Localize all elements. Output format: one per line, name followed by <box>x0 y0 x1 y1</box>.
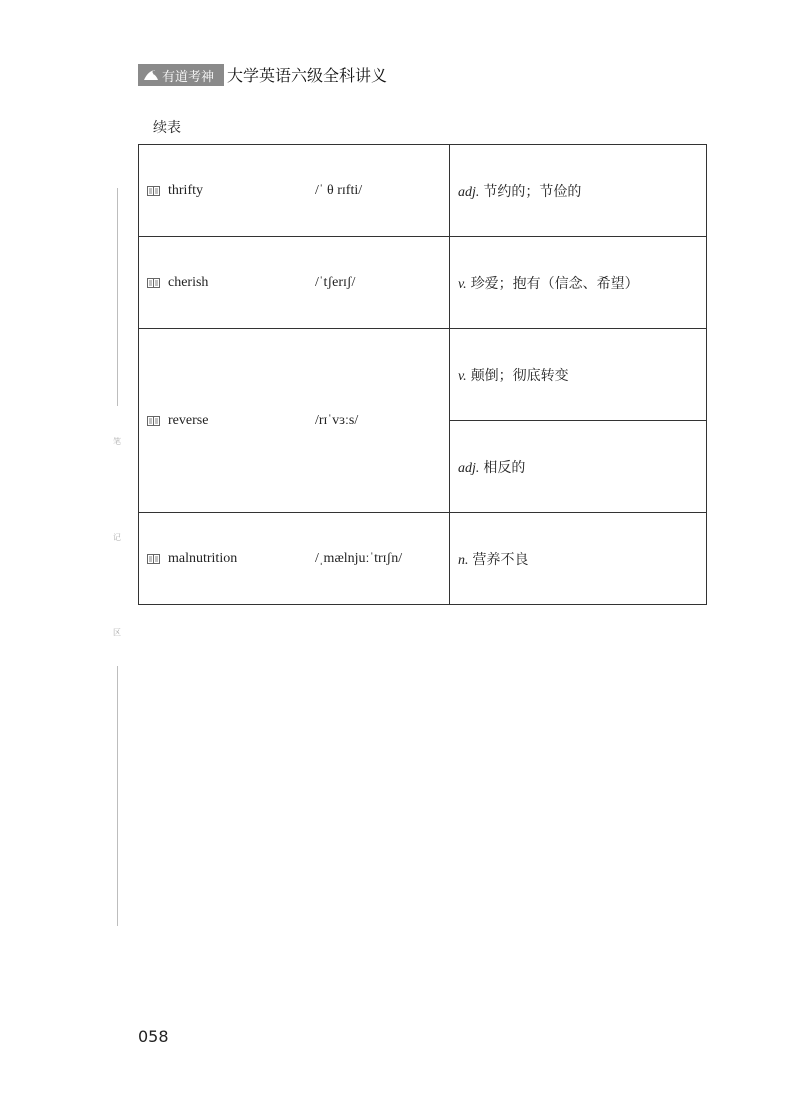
table-row <box>139 237 707 329</box>
part-of-speech: adj. <box>458 460 480 476</box>
phonetic: /ˌmælnjuːˈtrɪʃn/ <box>315 550 403 566</box>
part-of-speech: v. <box>458 276 467 292</box>
meaning-cell <box>450 145 707 237</box>
table-row <box>139 145 707 237</box>
book-icon <box>147 554 160 564</box>
word: cherish <box>168 274 209 290</box>
book-icon <box>147 186 160 196</box>
margin-char: 笔 <box>113 437 121 446</box>
meaning-cell <box>450 513 707 605</box>
part-of-speech: v. <box>458 368 467 384</box>
phonetic: /rɪˈvɜːs/ <box>315 412 359 428</box>
definition: 营养不良 <box>472 551 529 568</box>
definition: 颠倒；彻底转变 <box>470 367 569 384</box>
word-cell <box>139 237 450 329</box>
word-cell <box>139 513 450 605</box>
brand-name: 有道考神 <box>162 69 215 85</box>
word-cell <box>139 329 450 513</box>
word: reverse <box>168 412 209 428</box>
part-of-speech: adj. <box>458 184 480 200</box>
definition: 节约的；节俭的 <box>483 183 582 200</box>
book-icon <box>147 416 160 426</box>
part-of-speech: n. <box>458 552 469 568</box>
brand-badge <box>138 64 224 86</box>
book-icon <box>147 278 160 288</box>
vocabulary-table <box>138 144 707 605</box>
margin-line-top <box>117 188 118 406</box>
margin-line-bottom <box>117 666 118 926</box>
definition: 相反的 <box>483 459 526 476</box>
continued-label: 续表 <box>153 120 181 136</box>
word-cell <box>139 145 450 237</box>
definition: 珍爱；抱有（信念、希望） <box>470 275 639 292</box>
book-title: 大学英语六级全科讲义 <box>227 66 388 85</box>
phonetic: /ˈtʃerɪʃ/ <box>315 274 356 290</box>
margin-char: 记 <box>113 533 121 542</box>
word: thrifty <box>168 182 203 198</box>
margin-char: 区 <box>113 628 121 637</box>
table-row <box>139 329 707 421</box>
meaning-cell <box>450 329 707 421</box>
meaning-cell <box>450 421 707 513</box>
meaning-cell <box>450 237 707 329</box>
page-number: 058 <box>138 1027 169 1046</box>
brand-logo-icon <box>143 68 159 82</box>
word: malnutrition <box>168 550 238 566</box>
phonetic: /ˈ θ rɪfti/ <box>315 182 363 198</box>
table-row <box>139 513 707 605</box>
